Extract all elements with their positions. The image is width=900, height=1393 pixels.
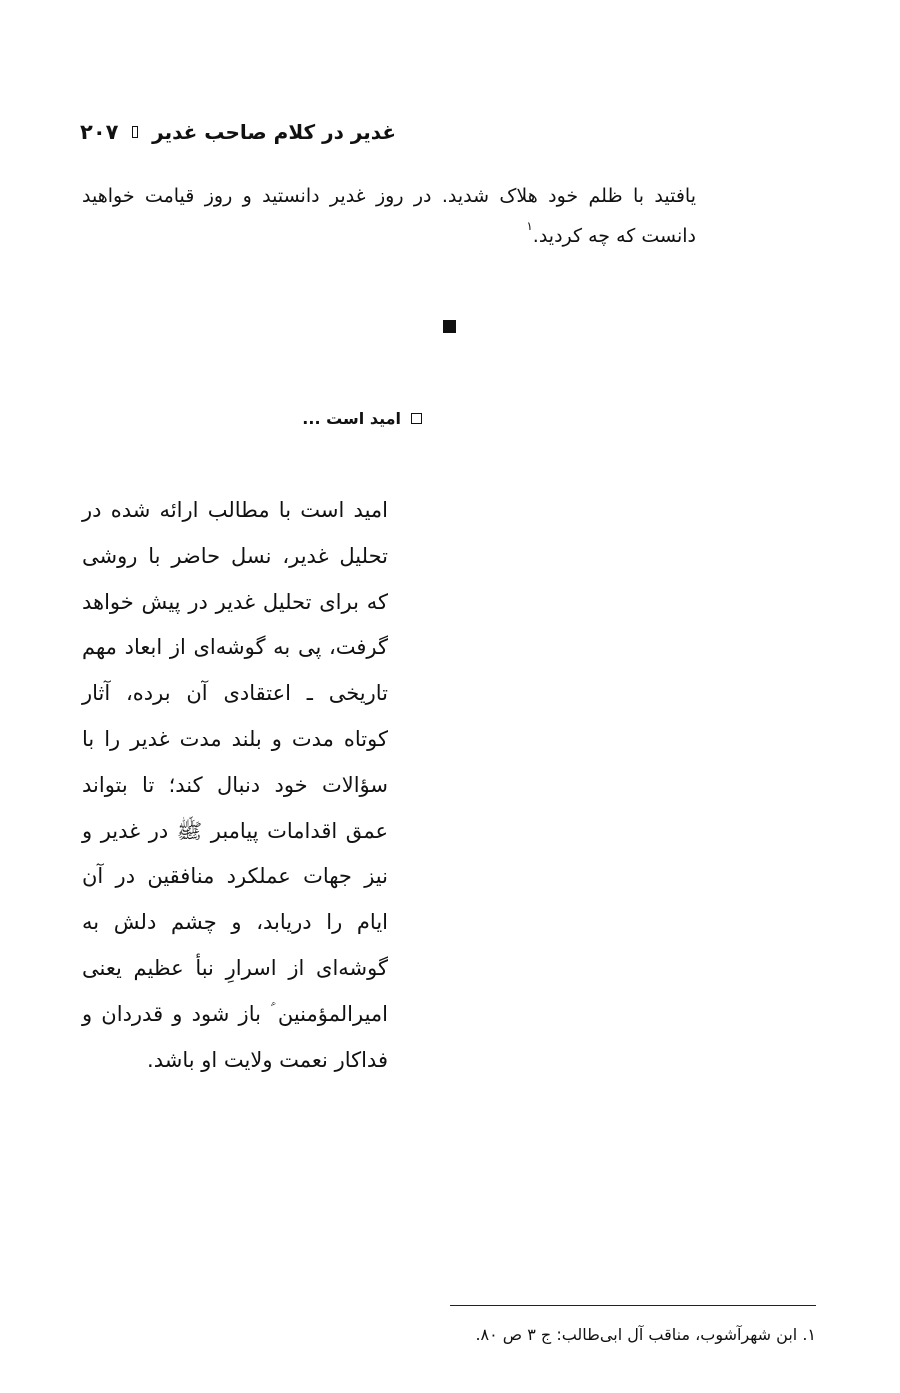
footnote-reference: ۱	[526, 219, 533, 233]
filled-square-icon	[443, 320, 456, 333]
header-title: غدیر در کلام صاحب غدیر	[152, 120, 396, 144]
footnote: ۱. ابن شهرآشوب، مناقب آل ابی‌طالب: ج ۳ ص ۸۰.	[475, 1325, 816, 1344]
continuation-text: یافتید با ظلم خود هلاک شدید. در روز غدیر دانستید و روز قیامت خواهید دانست که چه کردید.	[82, 185, 696, 247]
hollow-square-icon	[411, 413, 422, 424]
running-header	[80, 112, 396, 152]
section-heading-text: امید است ...	[302, 408, 401, 428]
section-divider	[443, 318, 456, 337]
body-paragraph: امید است با مطالب ارائه شده در تحلیل غدیر، نسل حاضر با روشی که برای تحلیل غدیر در پیش خواهد گرفت، پی به گوشه‌ای از ابعاد مهم تاریخی ـ اعتقادی آن برده، آثار کوتاه مدت و بلند مدت غدیر را با سؤالات خود دنبال کند؛ تا بتواند عمق اقدامات پیامبر ﷺ در غدیر و نیز جهات عملکرد منافقین در آن ایام را دریابد، و چشم دلش به گوشه‌ای از اسرارِ نبأ عظیم یعنی امیرالمؤمنین ؑ باز شود و قدردان و فداکار نعمت ولایت او باشد.	[82, 498, 388, 1072]
section-heading	[250, 403, 422, 433]
footnote-divider	[450, 1305, 816, 1306]
continuation-paragraph	[82, 176, 696, 256]
hollow-square-icon	[132, 126, 138, 138]
page-number: ۲۰۷	[80, 120, 119, 144]
